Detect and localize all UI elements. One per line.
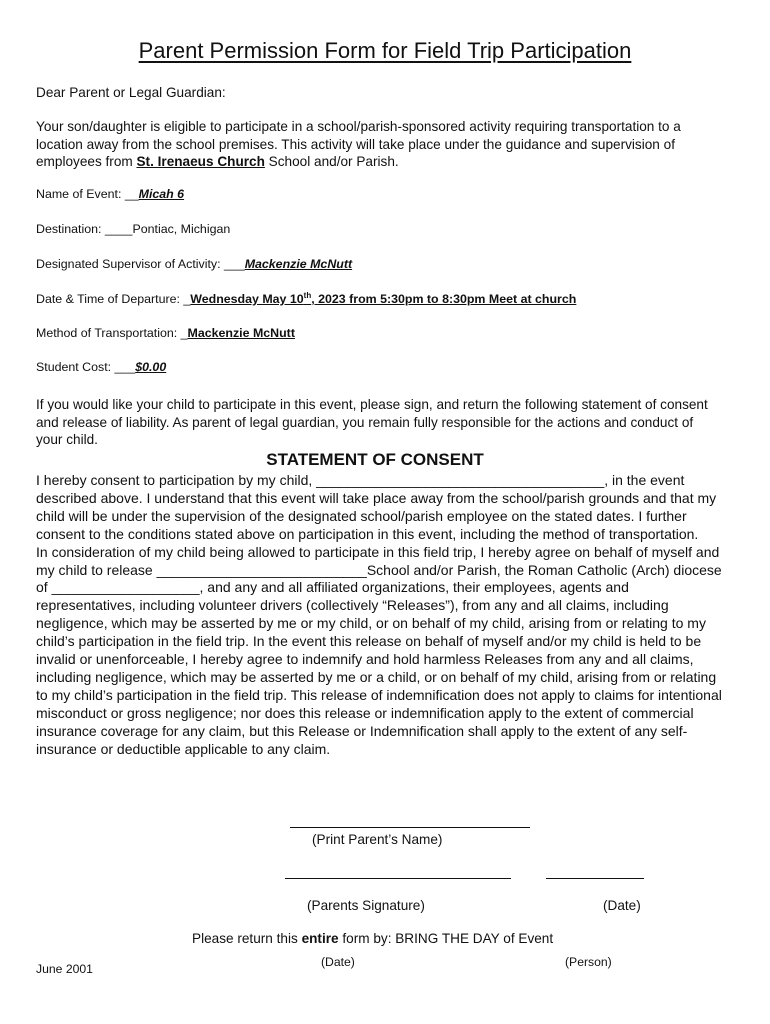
date-line <box>546 878 644 879</box>
church-name: St. Irenaeus Church <box>136 154 265 170</box>
transportation-field <box>36 326 295 340</box>
departure-time: , 2023 from 5:30pm to 8:30pm Meet at church <box>311 292 577 307</box>
departure-date: Wednesday May 10 <box>190 292 304 307</box>
return-person-label: (Person) <box>565 955 612 969</box>
transportation-value: Mackenzie McNutt <box>187 326 295 340</box>
transportation-label: Method of Transportation: _ <box>36 326 188 340</box>
return-instruction <box>192 931 553 946</box>
return-text-before: Please return this <box>192 931 302 946</box>
destination-label: Destination: ____ <box>36 222 133 236</box>
supervisor-value <box>245 257 352 271</box>
departure-field <box>36 291 576 306</box>
destination-value: Pontiac, Michigan <box>132 222 231 236</box>
departure-ordinal: th <box>303 291 312 300</box>
signature-line <box>285 878 511 879</box>
event-name-label: Name of Event: __ <box>36 187 139 201</box>
return-date-label: (Date) <box>321 955 355 969</box>
consent-statement <box>36 472 726 759</box>
print-name-line <box>290 827 530 828</box>
date-label: (Date) <box>603 898 641 913</box>
print-name-label: (Print Parent’s Name) <box>312 832 443 847</box>
salutation: Dear Parent or Legal Guardian: <box>36 85 226 100</box>
return-text-after: form by: BRING THE DAY of Event <box>338 931 554 946</box>
cost-text: $0.00 <box>135 360 167 374</box>
event-name-text: Micah 6 <box>138 187 185 201</box>
destination-field <box>36 222 230 236</box>
departure-label: Date & Time of Departure: _ <box>36 292 191 307</box>
form-title: Parent Permission Form for Field Trip Participation <box>138 38 632 63</box>
departure-value <box>190 292 576 306</box>
supervisor-label: Designated Supervisor of Activity: ___ <box>36 257 245 271</box>
event-name-value <box>139 187 184 201</box>
intro-text-before: Your son/daughter is eligible to participate in a school/parish-sponsored activity requiring transportation to a location away from the school premises. This activity will take place under the guidance and supervision of employees from <box>36 119 681 170</box>
return-emphasis: entire <box>301 931 339 946</box>
consent-paragraph-1: I hereby consent to participation by my child, _____________________________________, in the event described above. I understand that this event will take place away from the school/parish grounds and that my child will be under the supervision of the designated school/parish employee on the stated dates. I further consent to the conditions stated above on participation in this event, including the method of transportation. <box>36 472 717 542</box>
intro-paragraph <box>36 118 716 171</box>
consent-heading: STATEMENT OF CONSENT <box>266 450 484 469</box>
event-name-field <box>36 187 184 201</box>
instructions-paragraph: If you would like your child to participate in this event, please sign, and return the following statement of consent and release of liability. As parent of legal guardian, you remain fully responsible for the actions and conduct of your child. <box>36 397 708 448</box>
intro-text-after: School and/or Parish. <box>264 154 399 170</box>
cost-field <box>36 360 166 374</box>
cost-value <box>135 360 166 374</box>
cost-label: Student Cost: ___ <box>36 360 136 374</box>
supervisor-text: Mackenzie McNutt <box>244 257 353 271</box>
supervisor-field <box>36 257 352 271</box>
consent-paragraph-2: In consideration of my child being allowed to participate in this field trip, I hereby agree on behalf of myself and my child to release ___________________________School and/or Parish, the Roman Catholic (Arch) diocese of ___________________, and any and all affiliated organizations, their employees, agents and representatives, including volunteer drivers (collectively “Releases”), from any and all claims, including negligence, which may be asserted by me or my child, or on behalf of my child, arising from or relating to my child’s participation in the field trip. In the event this release on behalf of myself and/or my child is held to be invalid or unenforceable, I hereby agree to indemnify and hold harmless Releases from any and all claims, including negligence, which may be asserted by me or a child, or on behalf of my child, arising from or relating to my child’s participation in the field trip. This release of indemnification does not apply to claims for intentional misconduct or gross negligence; nor does this release or indemnification apply to the extent of commercial insurance coverage for any claim, but this Release or Indemnification shall apply to the extent of any self-insurance or deductible applicable to any claim. <box>36 543 722 757</box>
footer-date: June 2001 <box>36 962 93 976</box>
signature-label: (Parents Signature) <box>307 898 425 913</box>
